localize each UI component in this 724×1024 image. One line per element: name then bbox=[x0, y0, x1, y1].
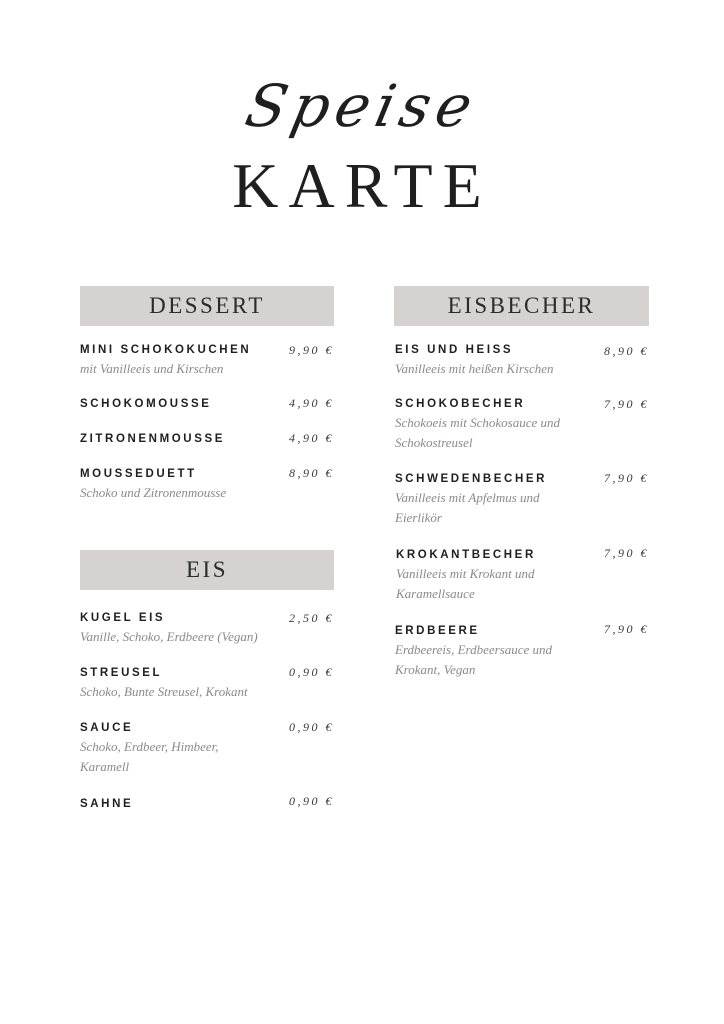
menu-main-title: KARTE bbox=[232, 150, 492, 221]
item-price: 0,90 € bbox=[289, 794, 334, 808]
item-price: 4,90 € bbox=[289, 396, 334, 410]
item-description: Vanille, Schoko, Erdbeere (Vegan) bbox=[80, 629, 258, 644]
item-name: EIS UND HEISS bbox=[395, 344, 514, 356]
menu-item bbox=[395, 624, 575, 680]
item-price: 8,90 € bbox=[604, 344, 649, 358]
item-description: Schoko und Zitronenmousse bbox=[80, 485, 227, 500]
menu-item bbox=[396, 548, 576, 604]
item-price: 7,90 € bbox=[604, 471, 649, 485]
section-title-eisbecher: EISBECHER bbox=[447, 293, 596, 318]
item-name: SCHOKOBECHER bbox=[395, 398, 526, 410]
section-header-eis bbox=[80, 550, 334, 590]
item-price: 7,90 € bbox=[604, 622, 649, 636]
section-title-dessert: DESSERT bbox=[149, 293, 265, 318]
item-name: MOUSSEDUETT bbox=[80, 468, 197, 480]
item-description: mit Vanilleeis und Kirschen bbox=[80, 361, 224, 376]
menu-item bbox=[80, 721, 240, 777]
menu-item bbox=[395, 397, 575, 453]
item-price: 0,90 € bbox=[289, 665, 334, 679]
item-price: 7,90 € bbox=[604, 546, 649, 560]
item-name: SCHWEDENBECHER bbox=[395, 473, 548, 485]
menu-script-title: Speise bbox=[239, 72, 485, 140]
item-price: 2,50 € bbox=[289, 611, 334, 625]
menu-item bbox=[80, 343, 280, 379]
section-header-dessert bbox=[80, 286, 334, 326]
menu-item bbox=[80, 797, 280, 811]
item-price: 8,90 € bbox=[289, 466, 334, 480]
item-name: STREUSEL bbox=[80, 667, 163, 679]
item-price: 0,90 € bbox=[289, 720, 334, 734]
item-name: ERDBEERE bbox=[395, 625, 480, 637]
item-price: 7,90 € bbox=[604, 397, 649, 411]
item-name: KUGEL EIS bbox=[80, 612, 166, 624]
section-header-eisbecher bbox=[394, 286, 649, 326]
section-title-eis: EIS bbox=[186, 557, 228, 582]
item-description: Erdbeereis, Erdbeersauce und Krokant, Vegan bbox=[395, 642, 553, 677]
item-name: SAUCE bbox=[80, 722, 134, 734]
menu-item bbox=[80, 611, 280, 647]
item-description: Vanilleeis mit heißen Kirschen bbox=[395, 361, 554, 376]
menu-item bbox=[80, 397, 280, 411]
item-description: Vanilleeis mit Apfelmus und Eierlikör bbox=[395, 490, 540, 525]
item-description: Schoko, Bunte Streusel, Krokant bbox=[80, 684, 248, 699]
menu-item bbox=[80, 467, 280, 503]
menu-item bbox=[395, 343, 590, 379]
item-name: SCHOKOMOUSSE bbox=[80, 398, 212, 410]
item-price: 4,90 € bbox=[289, 431, 334, 445]
item-description: Vanilleeis mit Krokant und Karamellsauce bbox=[396, 566, 535, 601]
menu-item bbox=[395, 472, 575, 528]
item-name: MINI SCHOKOKUCHEN bbox=[80, 344, 252, 356]
item-description: Schokoeis mit Schokosauce und Schokostreusel bbox=[395, 415, 560, 450]
item-price: 9,90 € bbox=[289, 343, 334, 357]
menu-item bbox=[80, 666, 280, 702]
menu-item bbox=[80, 432, 280, 446]
item-name: ZITRONENMOUSSE bbox=[80, 433, 226, 445]
item-name: KROKANTBECHER bbox=[396, 549, 536, 561]
item-name: SAHNE bbox=[80, 798, 134, 810]
item-description: Schoko, Erdbeer, Himbeer, Karamell bbox=[80, 739, 219, 774]
